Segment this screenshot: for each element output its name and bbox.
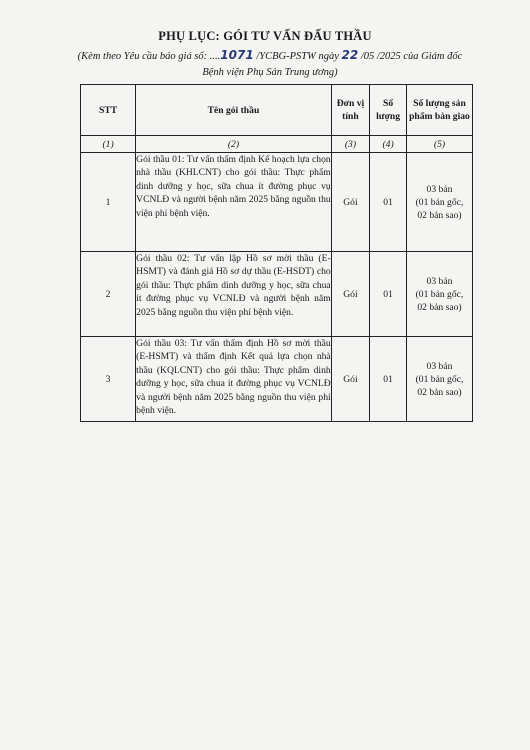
table-header-row bbox=[81, 85, 473, 136]
table-row bbox=[81, 337, 473, 422]
row-quantity: 01 bbox=[370, 252, 407, 337]
handwritten-day: 22 bbox=[341, 48, 359, 62]
header-package-name: Tên gói thầu bbox=[136, 85, 332, 136]
deliverable-copies: 02 bản sao) bbox=[417, 301, 462, 313]
column-number: (3) bbox=[331, 136, 370, 153]
row-quantity: 01 bbox=[370, 153, 407, 252]
column-number: (2) bbox=[136, 136, 332, 153]
column-number: (5) bbox=[406, 136, 472, 153]
header-deliverables: Số lượng sản phẩm bàn giao bbox=[406, 85, 472, 136]
deliverable-copies: 02 bản sao) bbox=[417, 209, 462, 221]
deliverable-count: 03 bản bbox=[426, 183, 453, 195]
page-title: PHỤ LỤC: GÓI TƯ VẤN ĐẤU THẦU bbox=[158, 29, 372, 43]
row-unit: Gói bbox=[331, 337, 370, 422]
row-unit: Gói bbox=[331, 252, 370, 337]
table-row bbox=[81, 153, 473, 252]
row-deliverables bbox=[406, 252, 472, 337]
column-number: (4) bbox=[370, 136, 407, 153]
row-unit: Gói bbox=[331, 153, 370, 252]
subtitle-line-2: Bệnh viện Phụ Sản Trung ương) bbox=[202, 67, 338, 78]
deliverable-originals: (01 bản gốc, bbox=[415, 196, 464, 208]
deliverable-count: 03 bản bbox=[426, 360, 453, 372]
row-stt: 1 bbox=[81, 153, 136, 252]
column-number: (1) bbox=[81, 136, 136, 153]
subtitle-end: /05 /2025 của Giám đốc bbox=[358, 51, 463, 62]
header-quantity: Số lượng bbox=[370, 85, 407, 136]
row-package-name: Gói thầu 01: Tư vấn thẩm định Kế hoạch lựa chọn nhà thầu (KHLCNT) cho gói thầu: Thực phẩm dinh dưỡng y học, sữa chua ít đường phục vụ VCNLĐ và người bệnh năm 2025 bằng nguồn thu viện phí bệnh viện. bbox=[136, 153, 332, 252]
subtitle-mid: /YCBG-PSTW ngày bbox=[253, 51, 342, 62]
handwritten-doc-number: 1071 bbox=[220, 48, 254, 62]
header-stt: STT bbox=[81, 85, 136, 136]
deliverable-count: 03 bản bbox=[426, 275, 453, 287]
subtitle-prefix: (Kèm theo Yêu cầu báo giá số: .... bbox=[77, 51, 221, 62]
row-stt: 2 bbox=[81, 252, 136, 337]
row-deliverables bbox=[406, 337, 472, 422]
deliverable-originals: (01 bản gốc, bbox=[415, 373, 464, 385]
page-subtitle bbox=[40, 47, 500, 81]
deliverable-originals: (01 bản gốc, bbox=[415, 288, 464, 300]
row-stt: 3 bbox=[81, 337, 136, 422]
header-unit: Đơn vị tính bbox=[331, 85, 370, 136]
row-package-name: Gói thầu 03: Tư vấn thẩm định Hồ sơ mời thầu (E-HSMT) và thẩm định Kết quả lựa chọn nhà thầu (KQLCNT) cho gói thầu: Thực phẩm dinh dưỡng y học, sữa chua ít đường phục vụ VCNLĐ và người bệnh năm 2025 bằng nguồn thu viện phí bệnh viện. bbox=[136, 337, 332, 422]
table-row bbox=[81, 252, 473, 337]
bid-package-table bbox=[80, 84, 473, 422]
row-quantity: 01 bbox=[370, 337, 407, 422]
column-number-row bbox=[81, 136, 473, 153]
deliverable-copies: 02 bản sao) bbox=[417, 386, 462, 398]
subtitle-line-1 bbox=[40, 47, 500, 65]
row-package-name: Gói thầu 02: Tư vấn lập Hồ sơ mời thầu (E-HSMT) và đánh giá Hồ sơ dự thầu (E-HSDT) cho gói thầu: Thực phẩm dinh dưỡng y học, sữa chua ít đường phục vụ VCNLĐ và người bệnh năm 2025 bằng nguồn thu viện phí bệnh viện. bbox=[136, 252, 332, 337]
row-deliverables bbox=[406, 153, 472, 252]
